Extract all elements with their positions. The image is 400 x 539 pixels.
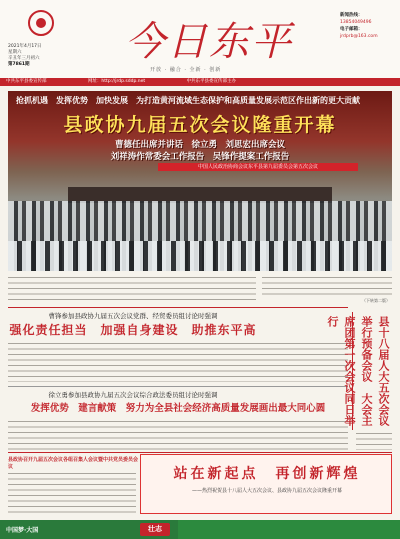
divider-3 (8, 452, 392, 453)
hero-kicker: 抢抓机遇 发挥优势 加快发展 为打造黄河流域生态保护和高质量发展示范区作出新的更大贡献 (16, 96, 360, 105)
section2-subtitle: 徐立勇参加县政协九届五次会议综合政法委员组讨论时强调 (48, 391, 218, 399)
hero-headline[interactable]: 县政协九届五次会议隆重开幕 (63, 114, 337, 136)
hero-photo (8, 91, 392, 271)
masthead-dateline (8, 44, 42, 68)
redbar-sponsor: 中共东平县委宣传部主办 (186, 79, 237, 84)
jump-caption: （下转第二版） (362, 298, 390, 303)
masthead (0, 0, 400, 78)
footer-badge: 壮志 (140, 523, 170, 536)
paper-slogan: 开放 · 融合 · 全新 · 创新 (150, 67, 222, 73)
promo-title: 站在新起点 再创新辉煌 (173, 466, 361, 482)
hero-audience-front (8, 241, 392, 271)
section1-subtitle: 曹锋参加县政协九届五次会议党群、经贸委员组讨论时强调 (48, 312, 218, 320)
hotline-label: 新闻热线： (340, 13, 363, 18)
masthead-weekday: 星期六 (8, 50, 22, 55)
section2-headline[interactable]: 发挥优势 建言献策 努力为全县社会经济高质量发展画出最大同心圆 (30, 403, 326, 414)
bottom-left-text (8, 470, 136, 516)
masthead-date: 2021年4月17日 (8, 44, 42, 49)
masthead-red-bar (0, 78, 400, 86)
hero-subhead-2: 刘祥涛作常委会工作报告 吴锋作提案工作报告 (110, 152, 290, 162)
bottom-left-headline[interactable]: 县政协召开九届五次会议各组召集人会议暨中共党员委员会议 (8, 457, 139, 470)
footer-ad-strip (0, 520, 400, 539)
divider-1 (8, 307, 348, 308)
right-article-text (262, 274, 392, 296)
hero-stage-banner: 中国人民政治协商会议东平县第九届委员会第五次会议 (158, 163, 358, 171)
hotline-number: 13854049496 (340, 20, 372, 25)
paper-name: 今日东平 (125, 19, 293, 65)
vertical-article-text (356, 430, 392, 450)
email-address: jrdprb@163.com (340, 34, 378, 39)
section1-headline[interactable]: 强化责任担当 加强自身建设 助推东平高 (9, 323, 257, 337)
divider-2 (8, 386, 348, 387)
section2-text (8, 418, 348, 450)
redbar-publisher: 中共东平县委宣传部 (6, 79, 47, 84)
logo-seal-icon (28, 10, 54, 36)
footer-graphic (178, 520, 400, 539)
masthead-lunar: 辛丑年三月初六 (8, 56, 40, 61)
masthead-contact (340, 12, 396, 40)
section1-text (8, 340, 348, 382)
hero-subhead-1: 曹德任出席并讲话 徐立勇 刘思宏出席会议 (114, 140, 285, 150)
vertical-headline[interactable]: 县十八届人大五次会议举行预备会议 大会主席团第一次会议同日举行 (326, 316, 390, 426)
promo-subtitle: ——热烈祝贺县十八届人大五次会议、县政协九届五次会议隆重开幕 (191, 488, 342, 494)
lead-article-text (8, 274, 256, 304)
email-label: 电子邮箱： (340, 27, 363, 32)
promo-banner (140, 454, 392, 514)
footer-slogan: 中国梦·大国 (6, 527, 39, 534)
masthead-issue: 第7861期 (8, 62, 30, 67)
redbar-website[interactable]: 网址：http://jrdp.sddp.net (87, 79, 146, 84)
